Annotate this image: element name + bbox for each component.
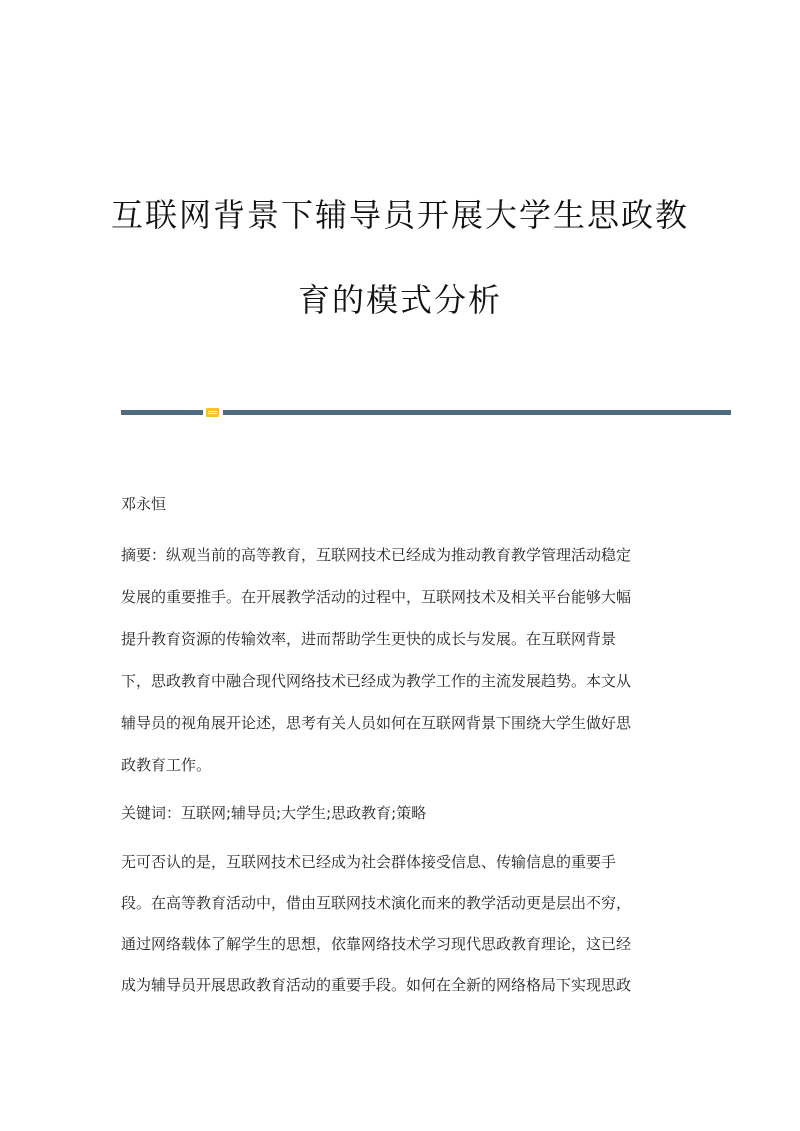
abstract-line: 政教育工作。 xyxy=(121,756,212,774)
body-block xyxy=(121,851,681,1011)
abstract-block xyxy=(121,544,681,784)
title-divider xyxy=(121,408,731,416)
divider-bar-right xyxy=(223,410,731,415)
abstract-line: 发展的重要推手。在开展教学活动的过程中，互联网技术及相关平台能够大幅 xyxy=(121,588,632,606)
document-badge-icon xyxy=(206,408,219,417)
body-line: 通过网络载体了解学生的思想，依靠网络技术学习现代思政教育理论，这已经 xyxy=(121,935,632,953)
abstract-line: 提升教育资源的传输效率，进而帮助学生更快的成长与发展。在互联网背景 xyxy=(121,630,617,648)
document-title-line-1: 互联网背景下辅导员开展大学生思政教 xyxy=(110,196,689,234)
abstract-line: 摘要：纵观当前的高等教育，互联网技术已经成为推动教育教学管理活动稳定 xyxy=(121,546,632,564)
keywords-line: 关键词：互联网;辅导员;大学生;思政教育;策略 xyxy=(121,804,427,822)
body-line: 成为辅导员开展思政教育活动的重要手段。如何在全新的网络格局下实现思政 xyxy=(121,976,632,994)
author-name: 邓永恒 xyxy=(121,495,167,513)
document-title-line-2: 育的模式分析 xyxy=(297,281,502,319)
divider-bar-left xyxy=(121,410,203,415)
abstract-line: 下，思政教育中融合现代网络技术已经成为教学工作的主流发展趋势。本文从 xyxy=(121,672,632,690)
body-line: 无可否认的是，互联网技术已经成为社会群体接受信息、传输信息的重要手 xyxy=(121,853,617,871)
abstract-line: 辅导员的视角展开论述，思考有关人员如何在互联网背景下围绕大学生做好思 xyxy=(121,714,632,732)
body-line: 段。在高等教育活动中，借由互联网技术演化而来的教学活动更是层出不穷， xyxy=(121,894,632,912)
